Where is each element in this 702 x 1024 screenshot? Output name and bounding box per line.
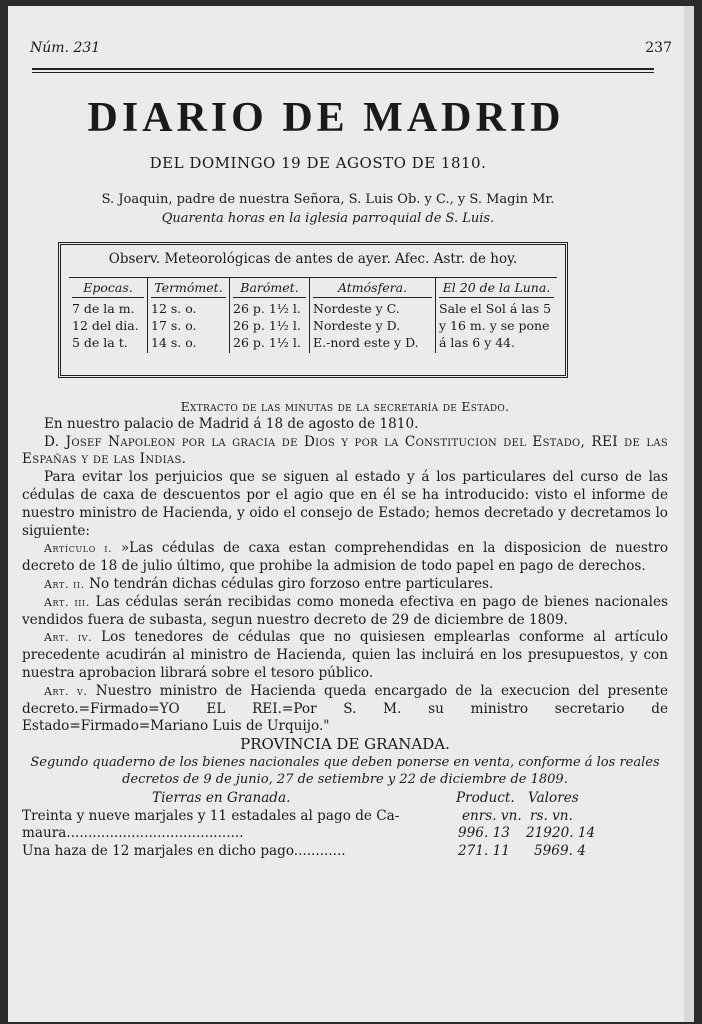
article-text: »Las cédulas de caxa estan comprehendidas en la disposicion de nuestro decreto de 18 de julio último, que prohibe la admision de todo papel en pago de derechos.	[22, 540, 669, 575]
article-place: En nuestro palacio de Madrid á 18 de agosto de 1810.	[44, 415, 419, 432]
table-cell: 7 de la m.	[72, 301, 135, 316]
table-cell: E.-nord este y D.	[313, 335, 419, 350]
property-table	[22, 788, 668, 860]
table-cell: 5 de la t.	[72, 335, 128, 350]
article-text: Los tenedores de cédulas que no quisiesen emplearlas conforme al artículo precedente acudirán al ministro de Hacienda, quien las incluirá en los presupuestos, y con nuestra aprobacion librará sobre el tesoro público.	[22, 629, 668, 681]
article-text: No tendrán dichas cédulas giro forzoso entre particulares.	[89, 575, 494, 592]
weather-col-termometro	[147, 278, 229, 353]
table-cell-product: 271. 11	[458, 842, 510, 859]
column-unit: rs. vn.	[530, 807, 573, 824]
article-label: Artículo i.	[44, 542, 113, 556]
saints-of-day: S. Joaquin, padre de nuestra Señora, S. Luis Ob. y C., y S. Magin Mr.	[101, 192, 555, 207]
table-cell: 17 s. o.	[151, 318, 197, 333]
weather-col-atmosfera	[309, 278, 435, 353]
article-text: Las cédulas serán recibidas como moneda efectiva en pago de bienes nacionales vendidos fuera de subasta, segun nuestro decreto de 29 de diciembre de 1809.	[22, 593, 668, 628]
article-4	[22, 629, 668, 682]
column-header: Atmósfera.	[313, 280, 432, 298]
table-cell: 26 p. 1½ l.	[233, 335, 301, 350]
table-cell: á las 6 y 44.	[439, 335, 516, 350]
page-number: 237	[645, 40, 672, 56]
article-2	[22, 576, 668, 594]
table-cell: Sale el Sol á las 5	[439, 301, 552, 316]
article-label: Art. ii.	[44, 577, 85, 591]
issue-number: Núm. 231	[30, 40, 101, 56]
article-5	[22, 683, 668, 736]
table-cell-product: 996. 13	[458, 824, 510, 841]
table-cell-value: 21920. 14	[526, 824, 596, 841]
column-header: Valores	[528, 789, 579, 806]
table-cell: Nordeste y C.	[313, 301, 400, 316]
weather-col-luna	[435, 278, 557, 353]
article-3	[22, 594, 668, 630]
table-row-text: maura.........................................	[22, 824, 244, 841]
section-heading-granada: PROVINCIA DE GRANADA.	[240, 735, 450, 754]
weather-col-epocas	[69, 278, 147, 353]
table-cell: 26 p. 1½ l.	[233, 318, 301, 333]
column-header: Barómet.	[233, 280, 306, 298]
column-header: Epocas.	[72, 280, 144, 298]
table-cell: 14 s. o.	[151, 335, 197, 350]
masthead-date: DEL DOMINGO 19 DE AGOSTO DE 1810.	[149, 154, 487, 172]
table-cell: 26 p. 1½ l.	[233, 301, 301, 316]
column-header: Product.	[456, 789, 515, 806]
article-king: D. Josef Napoleon por la gracia de Dios y por la Constitucion del Estado, REI de las Españas y de las Indias.	[22, 433, 668, 468]
weather-heading: Observ. Meteorológicas de antes de ayer. Afec. Astr. de hoy.	[108, 251, 518, 267]
weather-col-barometro	[229, 278, 309, 353]
article-heading: Extracto de las minutas de la secretaría de Estado.	[180, 399, 510, 414]
column-header: El 20 de la Luna.	[439, 280, 554, 298]
table-row-text: Treinta y nueve marjales y 11 estadales al pago de Ca-	[22, 807, 400, 824]
table-cell: y 16 m. y se pone	[439, 318, 550, 333]
weather-table	[58, 242, 568, 378]
header-rule	[32, 68, 654, 70]
table-cell: 12 del dia.	[72, 318, 139, 333]
article-label: Art. iii.	[44, 595, 90, 609]
article-label: Art. v.	[44, 684, 88, 698]
article-body	[22, 398, 668, 860]
article-preamble: Para evitar los perjuicios que se siguen al estado y á los particulares del curso de las cédulas de caxa de descuentos por el agio que en él se ha introducido: visto el informe de nuestro ministro de Hacienda, y oido el consejo de Estado; hemos decretado y decretamos lo siguiente:	[22, 469, 668, 539]
column-header: Tierras en Granada.	[152, 789, 291, 806]
header-rule-thin	[32, 72, 654, 73]
granada-intro: Segundo quaderno de los bienes nacionales que deben ponerse en venta, conforme á los reales decretos de 9 de junio, 27 de setiembre y 22 de diciembre de 1809.	[30, 754, 660, 787]
column-unit: enrs. vn.	[462, 807, 522, 824]
article-1	[22, 540, 668, 576]
masthead-title: DIARIO DE MADRID	[87, 95, 565, 141]
article-label: Art. iv.	[44, 631, 93, 645]
column-header: Termómet.	[151, 280, 226, 298]
article-text: Nuestro ministro de Hacienda queda encargado de la execucion del presente decreto.=Firmado=YO EL REI.=Por S. M. su ministro secretario de Estado=Firmado=Mariano Luis de Urquijo."	[22, 682, 668, 735]
newspaper-page	[8, 6, 694, 1022]
table-cell: Nordeste y D.	[313, 318, 401, 333]
weather-columns	[69, 277, 557, 353]
table-cell-value: 5969. 4	[534, 842, 586, 859]
forty-hours-notice: Quarenta horas en la iglesia parroquial de S. Luis.	[161, 211, 495, 226]
table-cell: 12 s. o.	[151, 301, 197, 316]
table-row-text: Una haza de 12 marjales en dicho pago............	[22, 842, 346, 859]
